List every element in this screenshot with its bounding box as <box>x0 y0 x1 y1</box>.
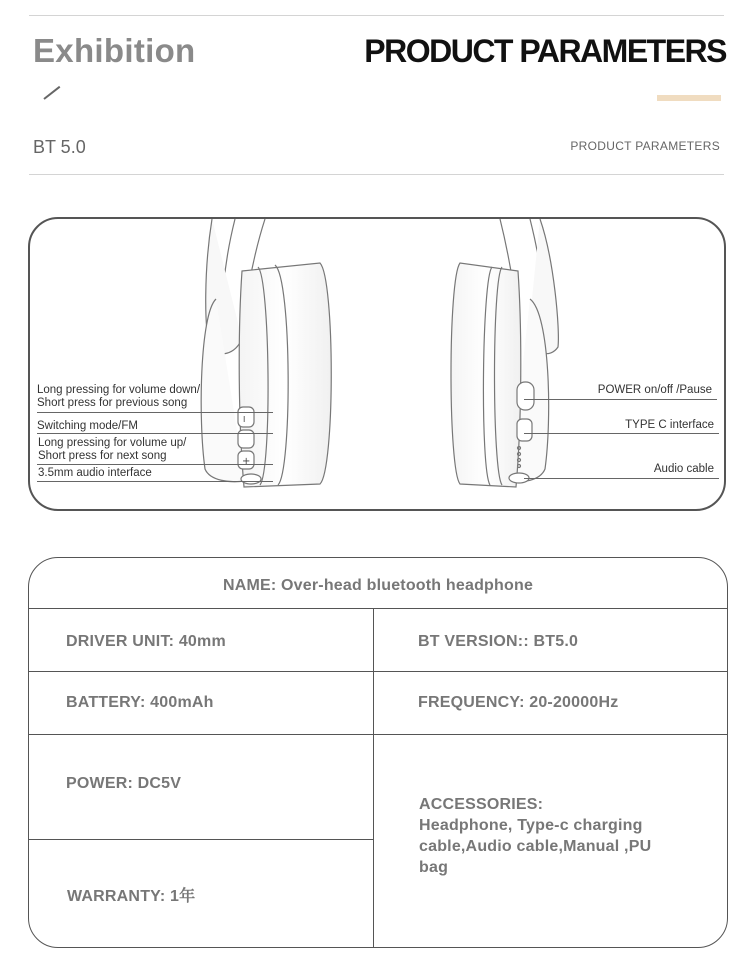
bt-version-heading: BT 5.0 <box>33 137 86 157</box>
spec-frequency: FREQUENCY: 20-20000Hz <box>418 694 619 711</box>
callout-switching-mode: Switching mode/FM <box>37 420 138 432</box>
callout-line <box>524 399 717 400</box>
spec-power: POWER: DC5V <box>66 775 182 792</box>
spec-bt-version: BT VERSION:: BT5.0 <box>418 633 579 650</box>
right-earcup <box>451 219 558 487</box>
callout-line <box>37 464 273 465</box>
callout-volume-down-line2: Short press for previous song <box>37 397 188 409</box>
callout-line <box>524 478 719 479</box>
spec-accessories <box>419 794 709 878</box>
spec-name: NAME: Over-head bluetooth headphone <box>222 577 534 594</box>
callout-volume-down <box>37 384 200 410</box>
callout-volume-up-line1: Long pressing for volume up/ <box>38 437 187 449</box>
callout-power: POWER on/off /Pause <box>597 384 712 396</box>
product-parameters-subtitle: PRODUCT PARAMETERS <box>570 139 720 153</box>
callout-volume-up-line2: Short press for next song <box>38 450 167 462</box>
accent-bar <box>657 95 721 101</box>
slash-decoration <box>43 86 60 100</box>
product-parameters-title: PRODUCT PARAMETERS <box>364 33 726 69</box>
spec-row-divider <box>29 734 727 735</box>
callout-line <box>37 412 273 413</box>
callout-volume-down-line1: Long pressing for volume down/ <box>37 384 201 396</box>
spec-battery: BATTERY: 400mAh <box>66 694 214 711</box>
spec-driver: DRIVER UNIT: 40mm <box>66 633 226 650</box>
spec-row-divider <box>29 839 373 840</box>
top-divider <box>29 15 724 16</box>
callout-line <box>524 433 719 434</box>
spec-accessories-label: ACCESSORIES: <box>419 796 544 813</box>
spec-accessories-line3: bag <box>419 859 449 876</box>
callout-line <box>37 433 273 434</box>
svg-text:+: + <box>242 456 251 467</box>
left-earcup <box>201 219 331 487</box>
svg-text:I: I <box>243 415 246 424</box>
exhibition-heading: Exhibition <box>33 32 196 69</box>
callout-line <box>37 481 273 482</box>
spec-row-divider <box>29 608 727 609</box>
header-bottom-divider <box>29 174 724 175</box>
spec-accessories-line1: Headphone, Type-c charging <box>419 817 643 834</box>
headphone-photo-panel <box>28 217 726 511</box>
spec-table <box>28 557 728 948</box>
callout-audio-cable: Audio cable <box>653 463 714 475</box>
spec-column-divider <box>373 608 374 948</box>
spec-row-divider <box>29 671 727 672</box>
spec-accessories-line2: cable,Audio cable,Manual ,PU <box>419 838 652 855</box>
callout-audio-interface: 3.5mm audio interface <box>38 467 152 479</box>
callout-type-c: TYPE C interface <box>625 419 714 431</box>
spec-warranty: WARRANTY: 1年 <box>67 888 196 905</box>
callout-volume-up <box>38 437 186 463</box>
